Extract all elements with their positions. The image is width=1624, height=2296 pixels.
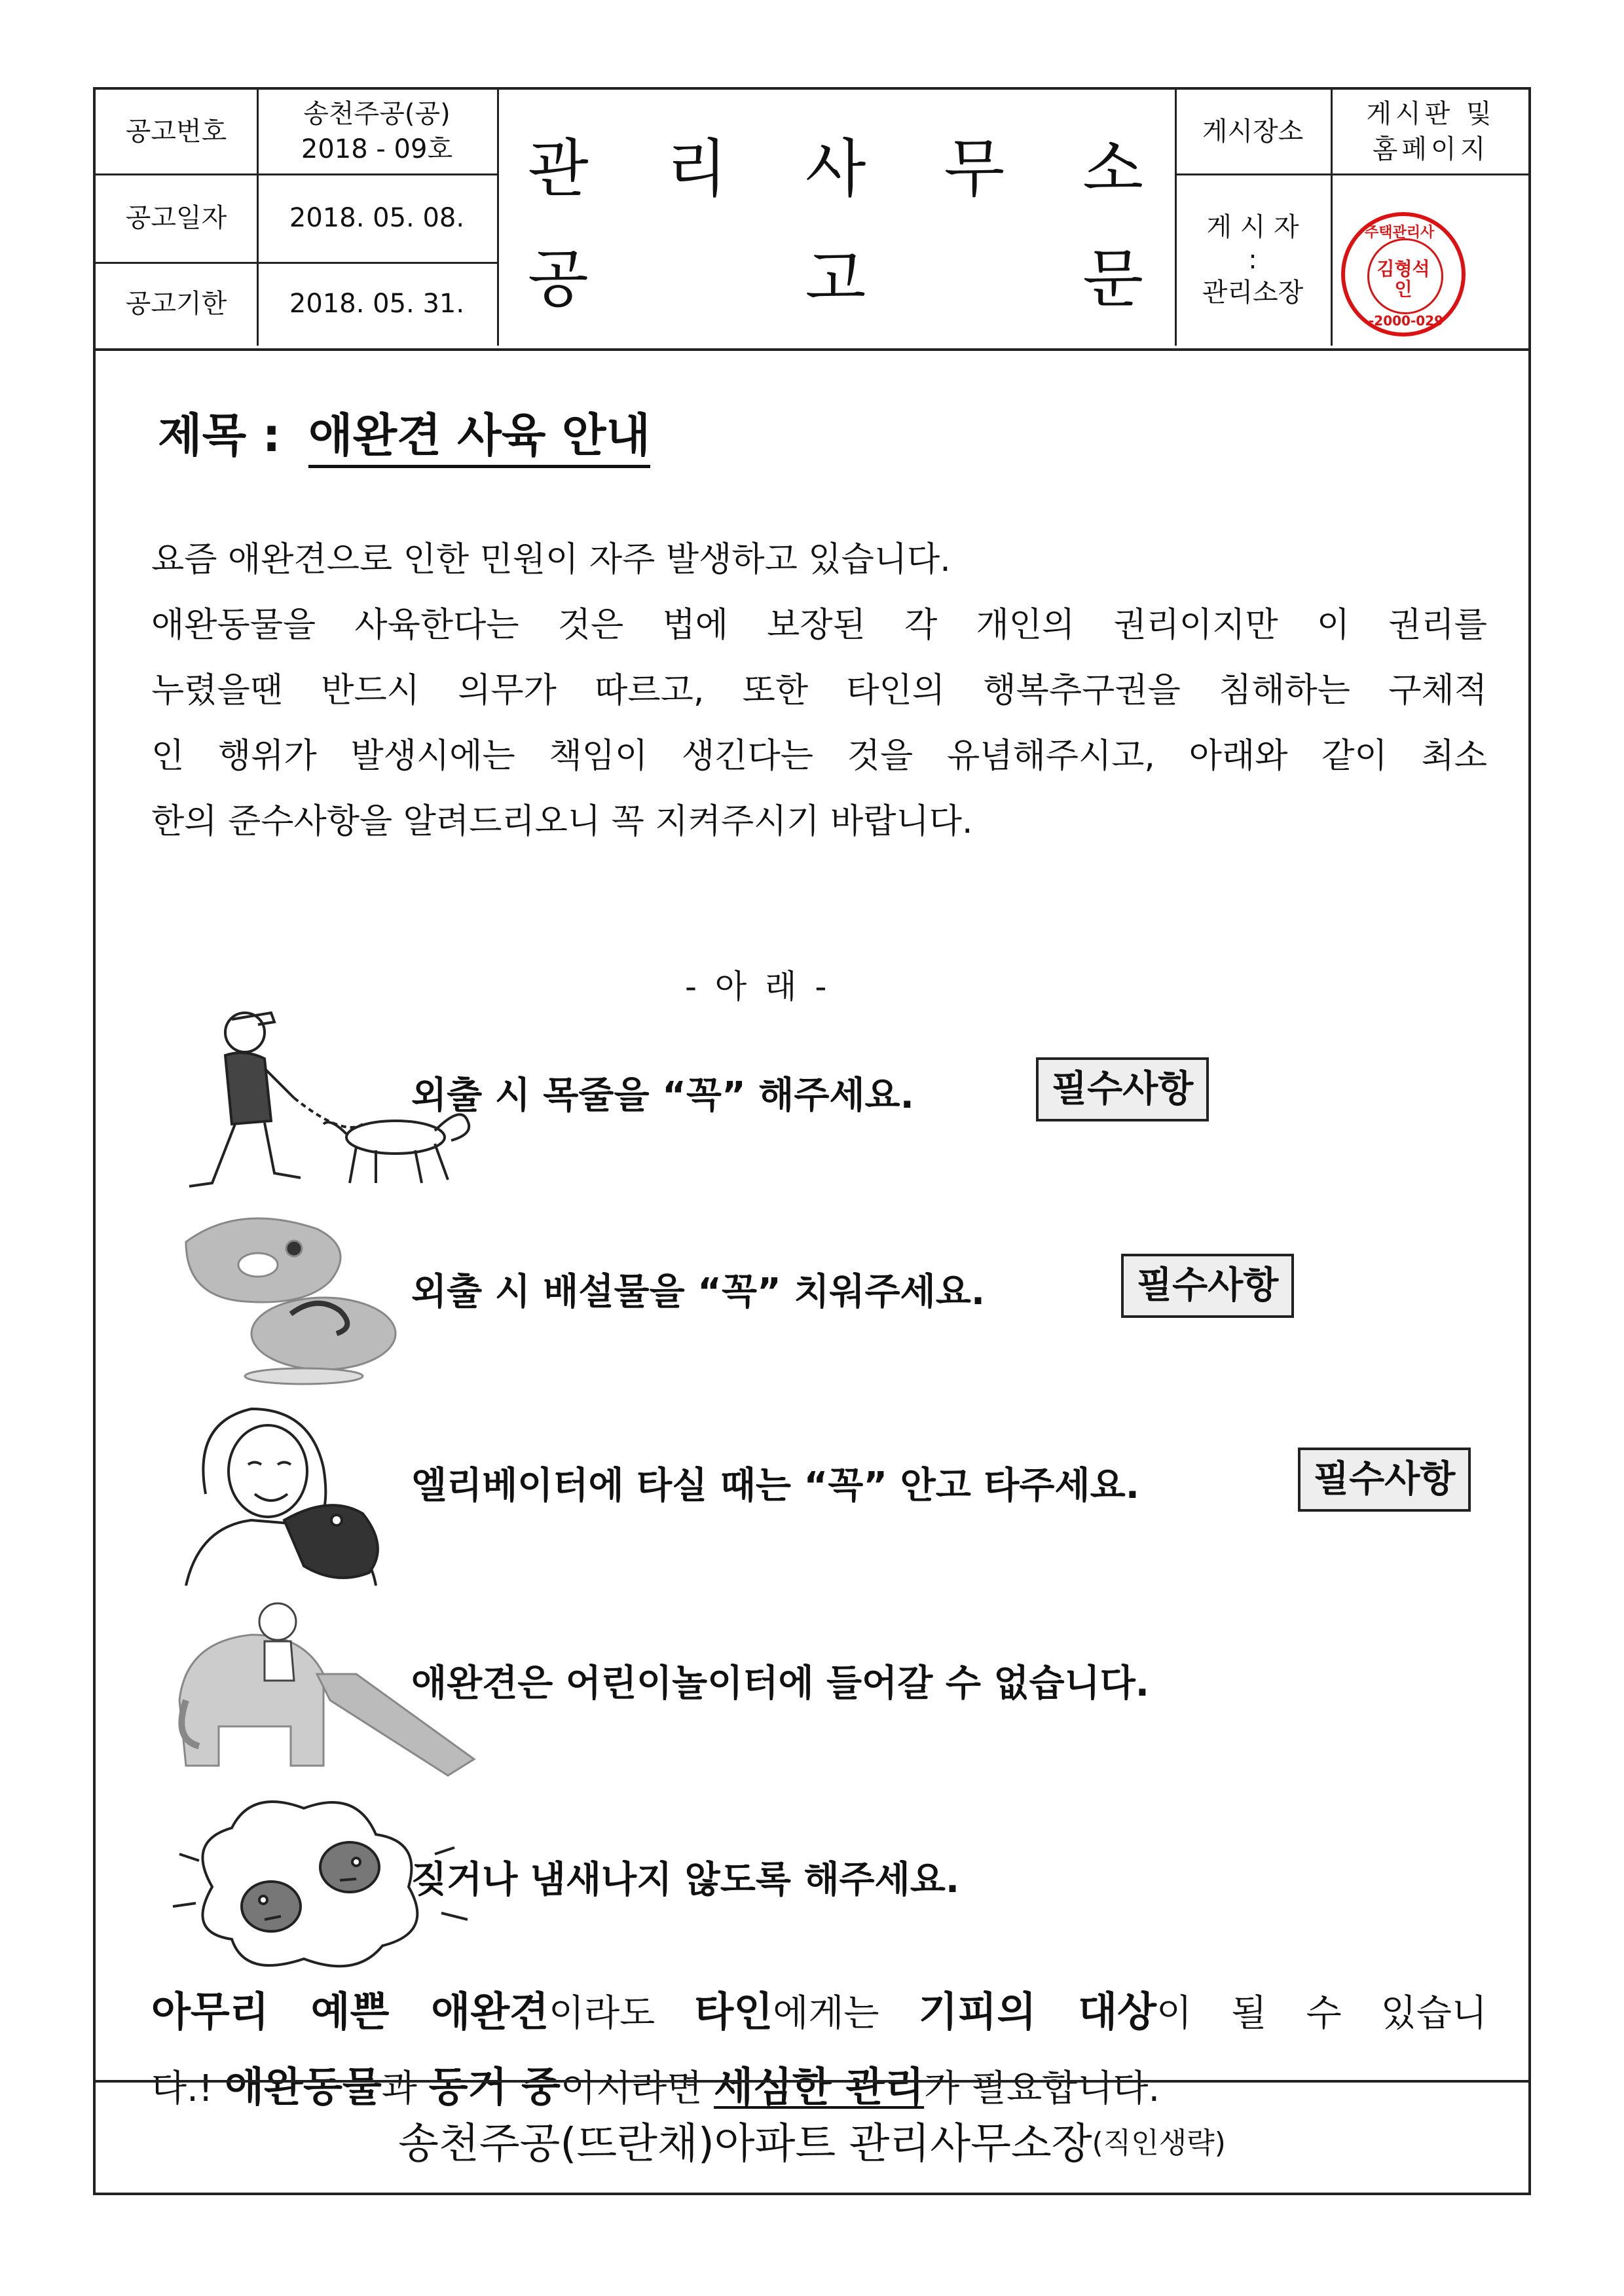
notice-title-char: 문: [1082, 242, 1143, 316]
rule-text: 엘리베이터에 타실 때는 “꼭” 안고 타주세요.: [411, 1465, 1139, 1507]
closing-emph: 애완동물: [225, 2063, 382, 2111]
posting-place-label: 게시장소: [1202, 117, 1304, 147]
notice-title-char: 고: [805, 242, 866, 316]
office-title-char: 관: [528, 132, 589, 206]
closing-emph-underlined: 세심한 관리: [714, 2063, 925, 2111]
required-badge: 필수사항: [1298, 1448, 1471, 1512]
below-marker: - 아 래 -: [685, 968, 831, 1006]
rule-text: 애완견은 어린이놀이터에 들어갈 수 없습니다.: [411, 1662, 1150, 1705]
seal-bottom-text: -2000-029: [1369, 313, 1444, 329]
intro-paragraph: [151, 527, 1487, 854]
closing-text: 이시라면: [560, 2068, 714, 2110]
poster-label-line2: 관리소장: [1202, 277, 1304, 308]
notice-deadline-value: 2018. 05. 31.: [289, 289, 465, 319]
office-title-char: 사: [805, 132, 866, 206]
intro-line: 한의 준수사항을 알려드리오니 꼭 지켜주시기 바랍니다.: [151, 802, 973, 841]
seal-center-text: 김형석인: [1376, 258, 1430, 300]
rule-text: 외출 시 목줄을 “꼭” 해주세요.: [411, 1074, 914, 1117]
closing-text: 에게는: [773, 1992, 919, 2035]
notice-title-char: 공: [528, 242, 589, 316]
subject-line: [158, 399, 650, 465]
notice-title: [528, 229, 1143, 319]
posting-place-value: [1331, 90, 1531, 173]
closing-text: 과: [381, 2068, 429, 2110]
closing-text: 이라도: [548, 1992, 695, 2035]
intro-line: 인 행위가 발생시에는 책임이 생긴다는 것을 유념해주시고, 아래와 같이 최소: [151, 737, 1487, 776]
posting-place-line2: 홈페이지: [1372, 134, 1490, 164]
closing-text: 다.!: [151, 2068, 225, 2110]
closing-emph: 동거 중: [428, 2063, 561, 2111]
intro-line: 누렸을땐 반드시 의무가 따르고, 또한 타인의 행복추구권을 침해하는 구체적: [151, 671, 1487, 710]
notice-date-value: 2018. 05. 08.: [289, 202, 465, 233]
office-title-char: 리: [666, 132, 728, 206]
subject-label: 제목 :: [158, 409, 281, 462]
poster-label-line1: 게 시 자: [1206, 211, 1299, 242]
notice-no-label: 공고번호: [125, 117, 227, 147]
official-seal-stamp: [1341, 212, 1466, 337]
rule-text: 외출 시 배설물을 “꼭” 치워주세요.: [411, 1271, 986, 1313]
subject-text: 애완견 사육 안내: [308, 409, 650, 468]
office-title: [528, 119, 1143, 209]
seal-top-text: 주택관리사: [1365, 225, 1435, 241]
notice-no-value: [257, 90, 497, 173]
poster-label: [1175, 173, 1331, 346]
intro-line: 요즘 애완견으로 인한 민원이 자주 발생하고 있습니다.: [151, 540, 951, 579]
closing-text: 이 될 수 있습니: [1156, 1992, 1488, 2035]
notice-deadline-label: 공고기한: [125, 289, 227, 319]
footer-main: 송천주공(뜨란채)아파트 관리사무소장: [398, 2120, 1092, 2168]
posting-place-line1: 게시판 및: [1366, 99, 1496, 129]
office-title-char: 무: [944, 132, 1005, 206]
required-badge: 필수사항: [1121, 1254, 1294, 1318]
footer-small: (직인생략): [1092, 2126, 1226, 2160]
notice-frame: [93, 87, 1531, 2195]
closing-emph: 타인: [694, 1988, 773, 2035]
notice-date-label: 공고일자: [125, 202, 227, 233]
notice-no-line2: 2018 - 09호: [301, 134, 453, 164]
rule-text: 짖거나 냄새나지 않도록 해주세요.: [411, 1859, 960, 1901]
closing-emph: 기피의 대상: [918, 1988, 1157, 2035]
office-title-char: 소: [1082, 132, 1143, 206]
required-badge: 필수사항: [1036, 1057, 1209, 1121]
notice-header-table: [96, 90, 1528, 351]
closing-text: 가 필요합니다.: [924, 2068, 1160, 2110]
poster-label-colon: :: [1248, 244, 1257, 275]
footer-signature: [96, 2080, 1528, 2198]
closing-emph: 아무리 예쁜 애완견: [151, 1988, 549, 2035]
intro-line: 애완동물을 사육한다는 것은 법에 보장된 각 개인의 권리이지만 이 권리를: [151, 606, 1487, 645]
notice-no-line1: 송천주공(공): [303, 99, 451, 129]
